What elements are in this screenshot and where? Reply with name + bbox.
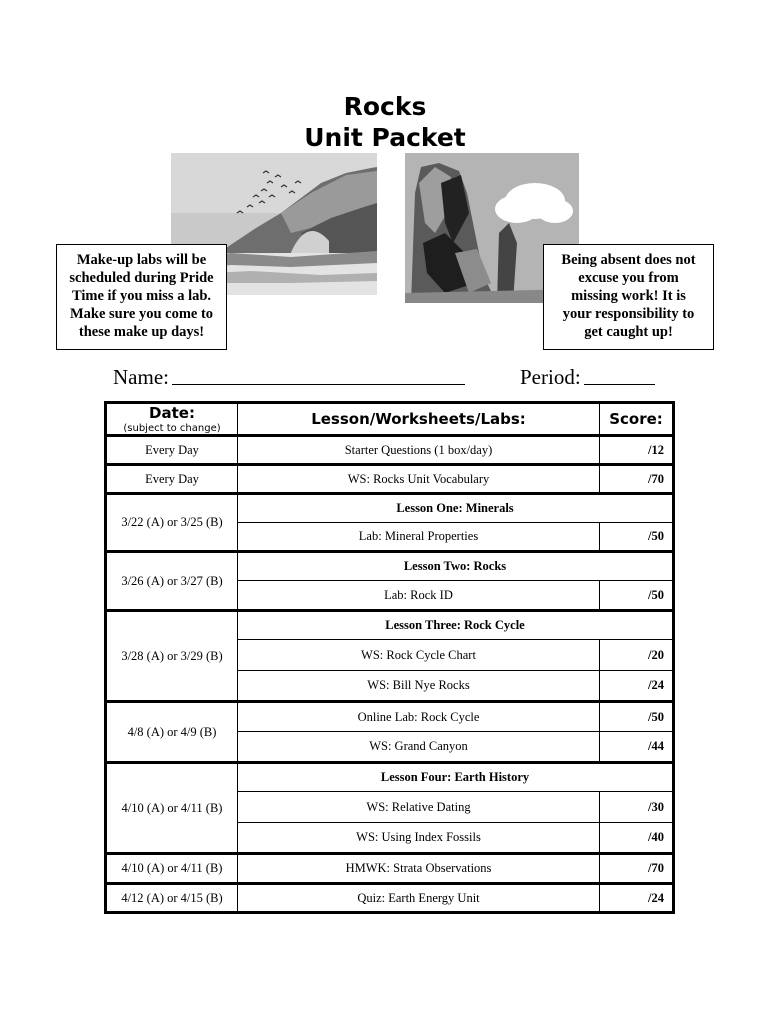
date-cell: Every Day <box>106 436 238 465</box>
item-cell: WS: Bill Nye Rocks <box>238 671 600 702</box>
period-field[interactable] <box>584 366 655 385</box>
item-cell: Lab: Rock ID <box>238 581 600 611</box>
score-cell: /40 <box>600 823 674 854</box>
period-label: Period: <box>520 365 581 389</box>
score-cell: /50 <box>600 523 674 552</box>
lesson-heading: Lesson Four: Earth History <box>238 763 674 792</box>
absent-note <box>543 244 714 350</box>
table-row <box>106 854 674 884</box>
score-cell: /50 <box>600 581 674 611</box>
score-cell: /24 <box>600 671 674 702</box>
title-line1: Rocks <box>343 92 427 121</box>
table-row <box>106 702 674 732</box>
score-cell: /70 <box>600 465 674 494</box>
note-line: Make sure you come to <box>69 306 214 322</box>
item-cell: Online Lab: Rock Cycle <box>238 702 600 732</box>
score-cell: /20 <box>600 640 674 671</box>
name-field[interactable] <box>172 366 465 385</box>
date-cell: Every Day <box>106 465 238 494</box>
item-cell: HMWK: Strata Observations <box>238 854 600 884</box>
item-cell: WS: Relative Dating <box>238 792 600 823</box>
table-row <box>106 763 674 792</box>
score-cell: /70 <box>600 854 674 884</box>
note-line: missing work! It is <box>571 288 686 304</box>
item-cell: WS: Grand Canyon <box>238 732 600 763</box>
date-cell: 3/26 (A) or 3/27 (B) <box>106 552 238 611</box>
note-line: Time if you miss a lab. <box>71 288 212 304</box>
score-cell: /30 <box>600 792 674 823</box>
item-cell: WS: Using Index Fossils <box>238 823 600 854</box>
item-cell: WS: Rock Cycle Chart <box>238 640 600 671</box>
date-header-sub: (subject to change) <box>123 423 221 434</box>
table-row <box>106 884 674 913</box>
date-header-label: Date: <box>149 404 195 422</box>
note-line: get caught up! <box>584 324 673 340</box>
table-row <box>106 494 674 523</box>
date-cell: 4/10 (A) or 4/11 (B) <box>106 854 238 884</box>
date-cell: 3/22 (A) or 3/25 (B) <box>106 494 238 552</box>
title-line2: Unit Packet <box>304 123 466 152</box>
item-cell: Quiz: Earth Energy Unit <box>238 884 600 913</box>
table-row <box>106 552 674 581</box>
table-row <box>106 436 674 465</box>
lesson-heading: Lesson Two: Rocks <box>238 552 674 581</box>
note-line: scheduled during Pride <box>69 270 214 286</box>
date-cell: 4/10 (A) or 4/11 (B) <box>106 763 238 854</box>
makeup-labs-note <box>56 244 227 350</box>
score-cell: /24 <box>600 884 674 913</box>
table-row <box>106 611 674 640</box>
note-line: excuse you from <box>578 270 679 286</box>
lesson-header: Lesson/Worksheets/Labs: <box>238 403 600 436</box>
score-cell: /12 <box>600 436 674 465</box>
date-header <box>106 403 238 436</box>
note-line: your responsibility to <box>562 306 695 322</box>
assignment-table <box>104 401 675 914</box>
date-cell: 4/8 (A) or 4/9 (B) <box>106 702 238 763</box>
score-cell: /50 <box>600 702 674 732</box>
item-cell: WS: Rocks Unit Vocabulary <box>238 465 600 494</box>
note-line: these make up days! <box>78 324 205 340</box>
name-label: Name: <box>113 365 169 389</box>
item-cell: Starter Questions (1 box/day) <box>238 436 600 465</box>
score-cell: /44 <box>600 732 674 763</box>
note-line: Make-up labs will be <box>76 252 207 268</box>
note-line: Being absent does not <box>561 252 696 268</box>
table-header-row <box>106 403 674 436</box>
date-cell: 4/12 (A) or 4/15 (B) <box>106 884 238 913</box>
date-cell: 3/28 (A) or 3/29 (B) <box>106 611 238 702</box>
score-header: Score: <box>600 403 674 436</box>
lesson-heading: Lesson Three: Rock Cycle <box>238 611 674 640</box>
lesson-heading: Lesson One: Minerals <box>238 494 674 523</box>
table-row <box>106 465 674 494</box>
item-cell: Lab: Mineral Properties <box>238 523 600 552</box>
